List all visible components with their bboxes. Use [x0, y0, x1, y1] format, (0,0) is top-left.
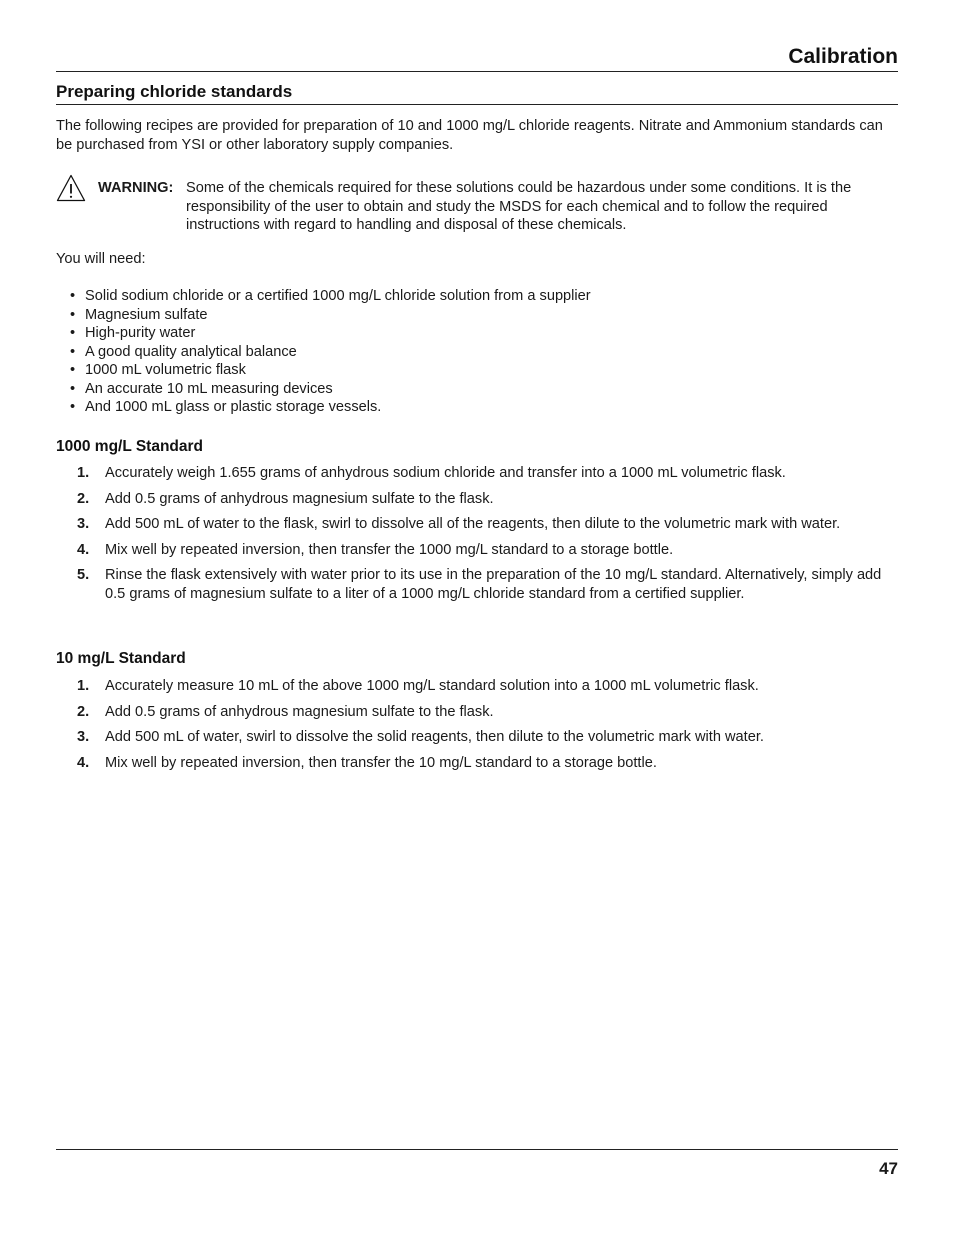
step-item — [56, 754, 898, 773]
bullet-marker: • — [70, 399, 76, 415]
warning-text: Some of the chemicals required for these solutions could be hazardous under some conditions. It is the responsibility of the user to obtain and study the MSDS for each chemical and to follow the required instructions with regard to handling and disposal of these chemicals. — [186, 180, 852, 233]
list-item-text: Magnesium sulfate — [85, 306, 208, 323]
list-item — [56, 343, 898, 362]
needs-label: You will need: — [56, 251, 146, 267]
step-number: 4. — [77, 754, 90, 771]
list-item — [56, 380, 898, 399]
list-item-text: Solid sodium chloride or a certified 1000 mg/L chloride solution from a supplier — [85, 288, 591, 304]
bullet-marker: • — [70, 380, 76, 397]
step-number: 1. — [77, 678, 90, 694]
step-item — [56, 464, 898, 483]
list-item — [56, 306, 898, 325]
bullet-marker: • — [70, 362, 76, 378]
list-item-text: 1000 mL volumetric flask — [85, 362, 246, 378]
warning-triangle-icon — [56, 174, 86, 202]
step-text: Add 0.5 grams of anhydrous magnesium sulfate to the flask. — [105, 490, 494, 507]
step-item — [56, 541, 898, 560]
section-rule — [56, 104, 898, 105]
bullet-marker: • — [70, 343, 76, 360]
needs-list — [56, 287, 898, 417]
section-title: Preparing chloride standards — [56, 82, 293, 101]
step-text: Accurately weigh 1.655 grams of anhydrous sodium chloride and transfer into a 1000 mL volumetric flask. — [105, 465, 786, 481]
subsection-title-10: 10 mg/L Standard — [56, 650, 186, 667]
warning-block — [56, 172, 898, 238]
header-rule — [56, 71, 898, 72]
step-item — [56, 490, 898, 509]
footer-rule — [56, 1149, 898, 1150]
list-item-text: A good quality analytical balance — [85, 343, 297, 360]
page-number: 47 — [879, 1159, 898, 1178]
bullet-marker: • — [70, 288, 76, 304]
bullet-marker: • — [70, 306, 76, 323]
step-number: 3. — [77, 729, 90, 745]
step-item — [56, 566, 898, 604]
document-page — [56, 0, 898, 1235]
step-text: Add 0.5 grams of anhydrous magnesium sulfate to the flask. — [105, 703, 494, 720]
step-text: Rinse the flask extensively with water prior to its use in the preparation of the 10 mg/L standard. Alternatively, simply add 0.5 grams of magnesium sulfate to a liter of a 1000 mg/L chloride standard from a certified supplier. — [105, 567, 882, 602]
step-number: 1. — [77, 465, 90, 481]
step-number: 3. — [77, 516, 90, 532]
step-number: 2. — [77, 703, 90, 720]
list-item — [56, 287, 898, 306]
step-text: Mix well by repeated inversion, then transfer the 10 mg/L standard to a storage bottle. — [105, 754, 657, 771]
list-item — [56, 324, 898, 343]
list-item-text: An accurate 10 mL measuring devices — [85, 380, 333, 397]
list-item — [56, 361, 898, 380]
step-text: Add 500 mL of water to the flask, swirl to dissolve all of the reagents, then dilute to the volumetric mark with water. — [105, 516, 841, 532]
bullet-marker: • — [70, 325, 76, 341]
step-text: Mix well by repeated inversion, then transfer the 1000 mg/L standard to a storage bottle. — [105, 541, 674, 558]
step-item — [56, 703, 898, 722]
step-number: 5. — [77, 567, 90, 583]
step-item — [56, 515, 898, 534]
list-item-text: High-purity water — [85, 325, 196, 341]
list-item — [56, 398, 898, 417]
step-number: 4. — [77, 541, 90, 558]
chapter-title: Calibration — [788, 45, 898, 68]
step-number: 2. — [77, 490, 90, 507]
list-item-text: And 1000 mL glass or plastic storage vessels. — [85, 399, 382, 415]
step-text: Add 500 mL of water, swirl to dissolve the solid reagents, then dilute to the volumetric mark with water. — [105, 729, 764, 745]
step-text: Accurately measure 10 mL of the above 1000 mg/L standard solution into a 1000 mL volumetric flask. — [105, 678, 759, 694]
steps-list-10 — [56, 677, 898, 779]
intro-paragraph: The following recipes are provided for preparation of 10 and 1000 mg/L chloride reagents. Nitrate and Ammonium standards can be purchased from YSI or other laboratory supply companies. — [56, 118, 883, 153]
warning-label: WARNING: — [98, 180, 174, 196]
steps-list-1000 — [56, 464, 898, 611]
step-item — [56, 728, 898, 747]
step-item — [56, 677, 898, 696]
subsection-title-1000: 1000 mg/L Standard — [56, 438, 204, 455]
